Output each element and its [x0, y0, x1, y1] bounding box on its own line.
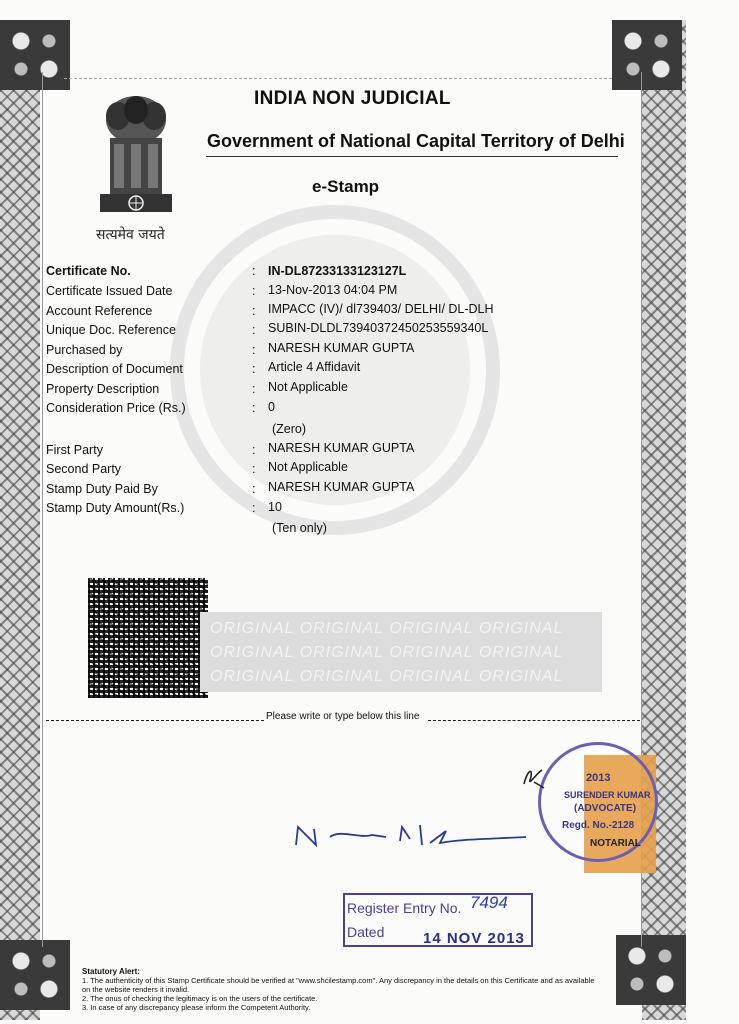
- field-colon: :: [252, 443, 256, 457]
- field-value-stamp-duty-paid-by: NARESH KUMAR GUPTA: [268, 480, 415, 494]
- notary-initials-icon: [520, 762, 548, 792]
- field-label-certificate-no: Certificate No.: [46, 264, 131, 278]
- field-label-first-party: First Party: [46, 443, 103, 457]
- register-entry-label: Register Entry No.: [347, 900, 462, 916]
- government-name: Government of National Capital Territory of Delhi: [207, 131, 625, 151]
- field-label-description-of-document: Description of Document: [46, 362, 183, 376]
- stamp-type: e-Stamp: [312, 177, 380, 196]
- left-border-ornament: [0, 20, 40, 1020]
- register-entry-number: 7494: [470, 893, 508, 912]
- field-value-second-party: Not Applicable: [268, 460, 348, 474]
- duty-amount-in-words: (Ten only): [272, 521, 327, 535]
- notarial-label: NOTARIAL: [590, 838, 641, 849]
- field-label-consideration-price: Consideration Price (Rs.): [46, 401, 186, 415]
- field-colon: :: [252, 501, 256, 515]
- statutory-alert-item: 3. In case of any discrepancy please inform the Competent Authority.: [82, 1003, 311, 1012]
- notary-name: SURENDER KUMAR: [564, 790, 651, 800]
- field-label-stamp-duty-paid-by: Stamp Duty Paid By: [46, 482, 158, 496]
- field-colon: :: [252, 462, 256, 476]
- emblem-motto: सत्यमेव जयते: [96, 227, 165, 243]
- write-below-line-left: [46, 720, 264, 721]
- original-watermark-text: ORIGINAL ORIGINAL ORIGINAL ORIGINAL: [210, 668, 564, 685]
- document-title: INDIA NON JUDICIAL: [254, 88, 451, 109]
- notary-role: (ADVOCATE): [574, 803, 637, 814]
- field-value-property-description: Not Applicable: [268, 380, 348, 394]
- field-label-stamp-duty-amount: Stamp Duty Amount(Rs.): [46, 501, 185, 515]
- field-colon: :: [252, 284, 256, 298]
- field-value-account-reference: IMPACC (IV)/ dl739403/ DELHI/ DL-DLH: [268, 302, 494, 316]
- field-value-consideration-price: 0: [268, 400, 275, 414]
- notary-year: 2013: [586, 772, 611, 784]
- field-label-issued-date: Certificate Issued Date: [46, 284, 173, 298]
- register-dated-label: Dated: [347, 924, 385, 940]
- field-colon: :: [252, 264, 256, 278]
- top-rule: [64, 78, 612, 79]
- qr-code: [88, 578, 208, 698]
- statutory-alert-item: 1. The authenticity of this Stamp Certificate should be verified at "www.shcilestamp.com". Any discrepancy in the details on this Certificate and as available on the website renders it invalid.: [82, 976, 595, 994]
- signature-icon: [290, 815, 530, 855]
- write-below-line-right: [428, 720, 640, 721]
- field-label-property-description: Property Description: [46, 382, 160, 396]
- field-colon: :: [252, 362, 256, 376]
- field-label-purchased-by: Purchased by: [46, 343, 123, 357]
- field-value-first-party: NARESH KUMAR GUPTA: [268, 441, 415, 455]
- government-underline: [206, 156, 618, 157]
- field-value-issued-date: 13-Nov-2013 04:04 PM: [268, 283, 398, 297]
- field-colon: :: [252, 382, 256, 396]
- field-colon: :: [252, 323, 256, 337]
- register-date: 14 NOV 2013: [423, 930, 525, 947]
- field-colon: :: [252, 304, 256, 318]
- field-label-second-party: Second Party: [46, 462, 122, 476]
- consideration-in-words: (Zero): [272, 422, 307, 436]
- field-colon: :: [252, 343, 256, 357]
- field-label-unique-doc-reference: Unique Doc. Reference: [46, 323, 176, 337]
- original-watermark-band: [200, 612, 602, 692]
- statutory-alert: [82, 967, 602, 1012]
- field-value-stamp-duty-amount: 10: [268, 500, 282, 514]
- national-emblem-icon: [88, 90, 184, 222]
- notary-regd-no: Regd. No.-2128: [562, 820, 635, 831]
- field-value-certificate-no: IN-DL87233133123127L: [268, 264, 407, 278]
- field-colon: :: [252, 482, 256, 496]
- statutory-alert-item: 2. The onus of checking the legitimacy is on the users of the certificate.: [82, 994, 318, 1003]
- field-value-description-of-document: Article 4 Affidavit: [268, 360, 361, 374]
- original-watermark-text: ORIGINAL ORIGINAL ORIGINAL ORIGINAL: [210, 620, 564, 637]
- write-below-note: Please write or type below this line: [266, 711, 420, 722]
- field-value-purchased-by: NARESH KUMAR GUPTA: [268, 341, 415, 355]
- statutory-alert-title: Statutory Alert:: [82, 967, 140, 976]
- field-value-unique-doc-reference: SUBIN-DLDL73940372450253559340L: [268, 321, 489, 335]
- field-colon: :: [252, 401, 256, 415]
- original-watermark-text: ORIGINAL ORIGINAL ORIGINAL ORIGINAL: [210, 644, 564, 661]
- corner-ornament-bottom-left: [0, 940, 70, 1010]
- field-label-account-reference: Account Reference: [46, 304, 153, 318]
